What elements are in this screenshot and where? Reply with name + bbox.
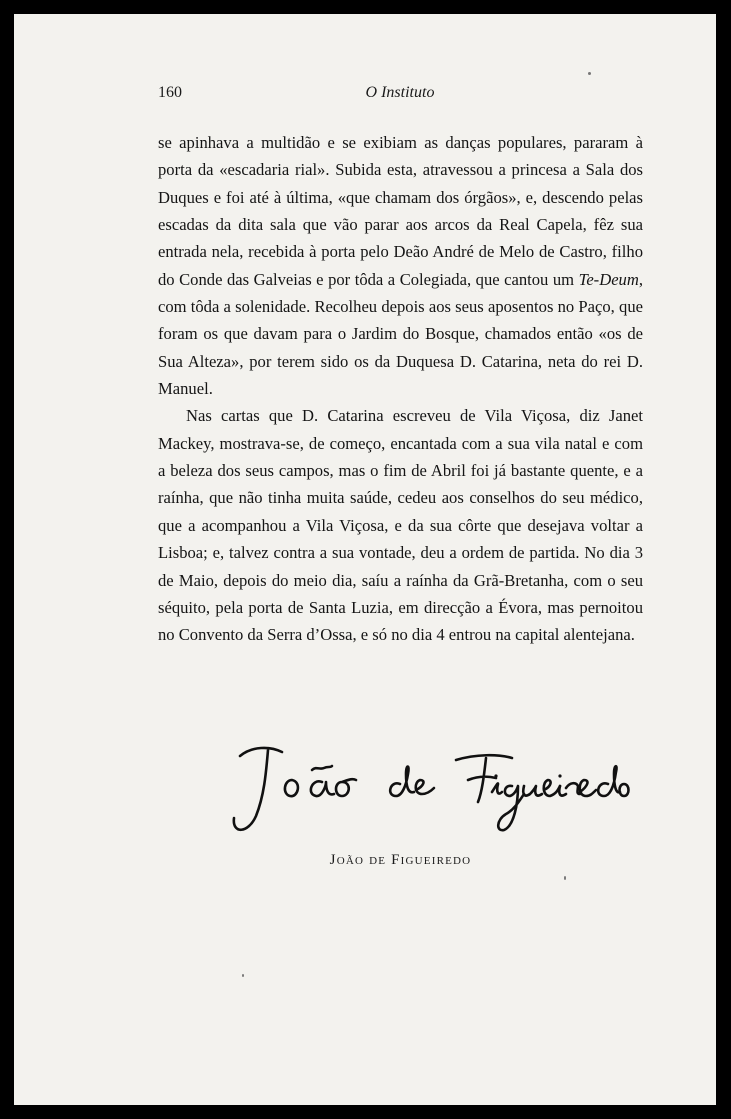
paper-speck [588, 72, 591, 75]
body-text [158, 129, 643, 649]
page-number: 160 [158, 84, 182, 101]
paper-speck [564, 876, 566, 880]
paragraph-1-text: se apinhava a multidão e se exibiam as danças populares, pararam à porta da «escadaria rial». Subida esta, atravessou a princesa a Sala dos Duques e foi até à última, «que chamam dos órgãos», e, descendo pelas escadas da dita sala que vão parar aos arcos da Real Capela, fêz sua entrada nela, recebida à porta pelo Deão André de Melo de Castro, filho do Conde das Galveias e por tôda a Colegiada, que cantou um [158, 133, 643, 289]
paper-speck [242, 974, 244, 977]
book-page [14, 14, 716, 1105]
running-title: O Instituto [365, 84, 435, 101]
te-deum-italic: Te-Deum [578, 269, 639, 289]
paragraph-1-end: , com tôda a solenidade. Recolheu depois aos seus aposentos no Paço, que foram os que davam para o Jardim do Bosque, chamados então «os de Sua Alteza», por terem sido os da Duquesa D. Catarina, neta do rei D. Manuel. [158, 269, 643, 399]
page-header [158, 84, 642, 106]
handwritten-signature [230, 734, 630, 854]
paragraph-1 [158, 129, 643, 402]
author-name: João de Figueiredo [329, 852, 472, 868]
paragraph-2: Nas cartas que D. Catarina escreveu de Vila Viçosa, diz Janet Mackey, mostrava-se, de começo, encantada com a sua vila natal e com a beleza dos seus campos, mas o fim de Abril foi já bastante quente, e a raínha, que não tinha muita saúde, cedeu aos conselhos do seu médico, que a acompanhou a Vila Viçosa, e da sua côrte que desejava voltar a Lisboa; e, talvez contra a sua vontade, deu a ordem de partida. No dia 3 de Maio, depois do meio dia, saíu a raínha da Grã-Bretanha, com o seu séquito, pela porta de Santa Luzia, em direcção a Évora, mas pernoitou no Convento da Serra d’Ossa, e só no dia 4 entrou na capital alentejana. [158, 406, 643, 645]
